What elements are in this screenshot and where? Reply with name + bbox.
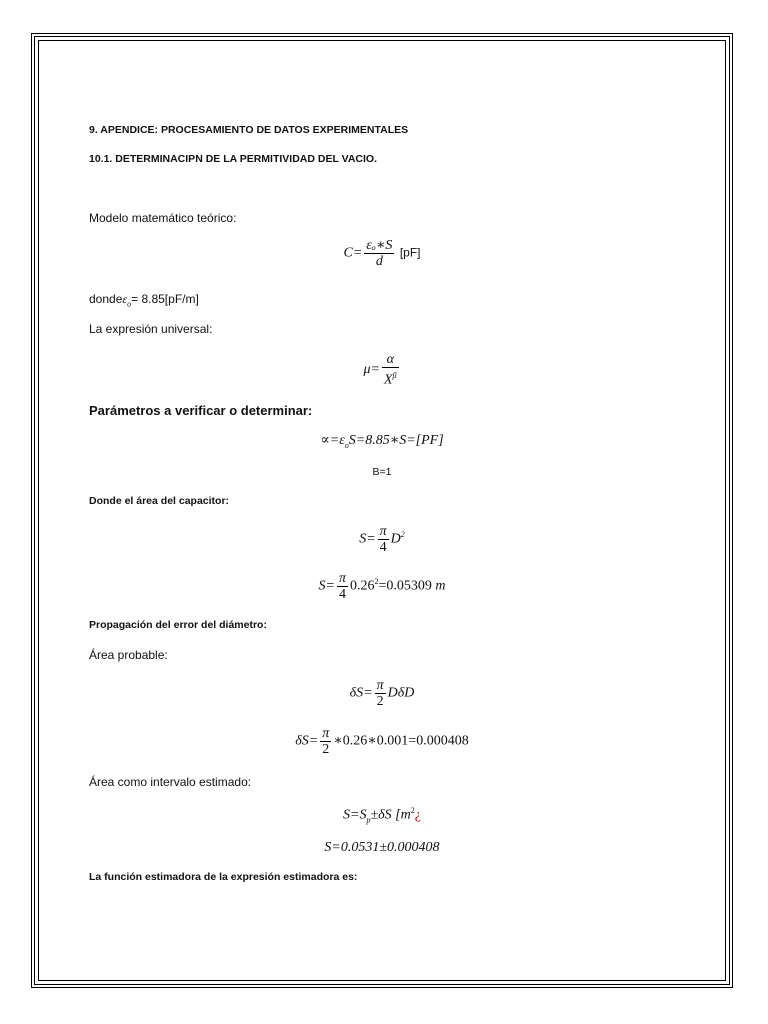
capacitance-lhs: C=	[343, 245, 363, 261]
interval-part1: S=S	[343, 807, 367, 823]
universal-den-base: X	[383, 372, 393, 388]
parameters-label: Parámetros a verificar o determinar:	[89, 403, 313, 418]
interval-value-equation: S=0.0531±0.000408	[324, 840, 440, 855]
delta-lhs: δS=	[349, 685, 373, 701]
estimator-label: La función estimadora de la expresión estimadora es:	[89, 871, 358, 883]
donde-line	[89, 292, 199, 308]
universal-den-exponent: β	[392, 371, 397, 380]
delta-equation	[31, 678, 733, 709]
universal-fraction	[382, 352, 399, 388]
delta-value-equation	[31, 726, 733, 757]
area-lhs: S=	[359, 531, 376, 547]
area-value-equation	[31, 571, 733, 602]
capacitance-fraction	[364, 238, 394, 269]
delta-denominator: 2	[376, 694, 384, 709]
universal-lhs: μ=	[363, 362, 380, 378]
model-label: Modelo matemático teórico:	[89, 211, 237, 225]
capacitance-denominator: d	[375, 254, 383, 269]
interval-equation	[31, 806, 733, 824]
epsilon-symbol: ε	[122, 292, 128, 306]
area-value-fraction	[337, 571, 348, 602]
area-value-result: =0.05309	[378, 578, 432, 594]
alpha-part1: ∝=ε	[320, 433, 345, 448]
interval-exponent: 2	[410, 806, 415, 815]
area-value-unit: m	[435, 578, 446, 594]
delta-value-rhs: ∗0.26∗0.001=0.000408	[333, 733, 469, 749]
delta-value-numerator: π	[322, 726, 330, 741]
delta-value-fraction	[320, 726, 331, 757]
universal-label: La expresión universal:	[89, 322, 213, 336]
delta-numerator: π	[376, 678, 384, 693]
area-value-numerator: π	[338, 571, 346, 586]
area-rhs-base: D	[390, 531, 401, 547]
area-denominator: 4	[379, 540, 387, 555]
area-numerator: π	[379, 524, 387, 539]
universal-equation	[31, 352, 733, 388]
appendix-heading: 9. APENDICE: PROCESAMIENTO DE DATOS EXPERIMENTALES	[89, 124, 409, 136]
area-value-denominator: 4	[338, 587, 346, 602]
donde-value: = 8.85[pF/m]	[131, 292, 199, 306]
area-label: Donde el área del capacitor:	[89, 495, 230, 507]
area-fraction	[378, 524, 389, 555]
area-rhs-exponent: 2	[400, 530, 405, 540]
area-equation	[31, 524, 733, 555]
donde-prefix: donde	[89, 292, 123, 306]
capacitance-numerator: εₒ∗S	[366, 238, 393, 253]
interval-label: Área como intervalo estimado:	[89, 775, 252, 789]
propagation-label: Propagación del error del diámetro:	[89, 619, 267, 631]
alpha-equation	[31, 432, 733, 450]
area-value-lhs: S=	[318, 578, 335, 594]
delta-value-denominator: 2	[322, 742, 330, 757]
capacitance-unit: [pF]	[399, 245, 421, 260]
delta-fraction	[375, 678, 386, 709]
beta-equation: B=1	[372, 466, 392, 478]
area-value-exponent: 2	[374, 577, 379, 587]
epsilon-subscript: o	[127, 299, 132, 309]
delta-rhs: DδD	[387, 685, 415, 701]
delta-value-lhs: δS=	[295, 733, 319, 749]
universal-denominator	[382, 368, 399, 388]
interval-subscript: p	[366, 815, 371, 825]
alpha-part2: S=8.85∗S=[PF]	[348, 433, 444, 448]
interval-part2: ±δS [m	[370, 807, 411, 823]
universal-numerator: α	[382, 352, 399, 368]
interval-inverted-question: ¿	[414, 807, 421, 823]
capacitance-equation	[31, 238, 733, 269]
area-value-base: 0.26	[349, 578, 375, 594]
probable-label: Área probable:	[89, 648, 168, 662]
alpha-subscript: o	[344, 440, 349, 450]
section-heading: 10.1. DETERMINACIPN DE LA PERMITIVIDAD DEL VACIO.	[89, 153, 378, 165]
